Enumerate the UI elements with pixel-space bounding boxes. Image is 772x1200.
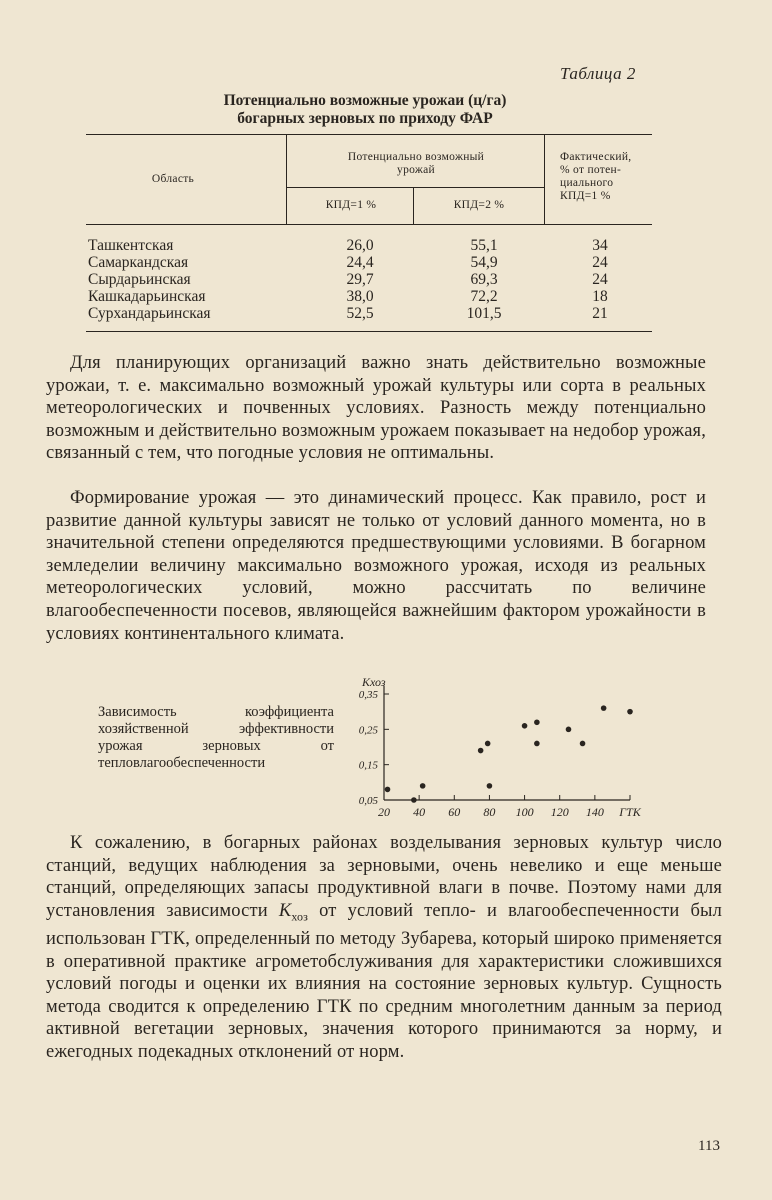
paragraph-1: Для планирующих организаций важно знать действительно возможные урожаи, т. е. максимально возможный урожай культуры или сорта в реальных метеорологических и почвенных условиях. Разность между потенциально возможным и действительно возможным урожаем показывает на недобор урожая, связанный с тем, что погодные условия не оптимальны. [46,353,706,464]
table-header-rule [86,224,652,225]
y-tick-label: 0,25 [358,724,378,737]
header-region: Область [151,173,195,185]
paragraph-2: Формирование урожая — это динамический процесс. Как правило, рост и развитие данной культуры зависят не только от условий данного момента, но в значительной степени определяются предшествующими условиями. В богарном земледелии величину максимально возможного урожая, исходя из реальных метеорологических условий, можно рассчитать по величине влагообеспеченности посевов, являющейся важнейшим фактором урожайности в условиях континентального климата. [46,488,706,644]
data-point [534,719,540,725]
header-actual: Фактический, % от потен- циального КПД=1 % [560,151,632,202]
x-tick-label: 80 [483,805,496,819]
table-caption-line: Потенциально возможные урожаи (ц/га) [223,92,507,109]
data-point [566,727,572,733]
cell-kpd2: 101,5 [466,305,502,322]
data-point [580,741,586,747]
scatter-chart [340,672,650,822]
cell-actual: 24 [592,271,608,288]
data-point [627,709,633,715]
data-point [411,797,417,803]
data-point [385,787,391,793]
data-point [420,783,426,789]
cell-region: Кашкадарьинская [88,288,206,305]
table-subheader-rule [286,187,544,188]
cell-region: Ташкентская [88,237,174,254]
y-tick-label: 0,35 [358,689,378,701]
cell-actual: 24 [592,254,608,271]
table-caption-line: богарных зерновых по приходу ФАР [237,110,493,127]
cell-kpd1: 38,0 [346,288,374,305]
x-tick-label: ГТК [619,805,641,819]
x-tick-label: 140 [585,805,604,819]
x-tick-label: 40 [413,805,426,819]
x-tick-label: 20 [378,805,390,819]
chart-labels [359,675,642,819]
k-subscript: хоз [291,909,309,924]
y-tick-label: 0,15 [358,759,378,772]
y-tick-label: 0,05 [358,795,378,807]
cell-kpd1: 52,5 [346,305,374,322]
cell-kpd2: 55,1 [470,237,498,254]
table-label: Таблица 2 [560,64,636,83]
table-vline [413,188,414,224]
cell-actual: 18 [592,288,608,305]
cell-region: Сырдарьинская [88,271,191,288]
x-tick-label: 60 [448,805,461,819]
cell-kpd1: 26,0 [346,237,374,254]
header-kpd2: КПД=2 % [453,199,505,211]
table-top-rule [86,134,652,135]
data-point [487,783,493,789]
data-point [478,748,484,754]
header-potential: Потенциально возможный урожай [347,151,485,176]
chart-points [385,705,633,802]
cell-kpd2: 72,2 [470,288,498,305]
k-symbol: K [278,900,292,921]
cell-kpd1: 24,4 [346,254,374,271]
cell-kpd1: 29,7 [346,271,374,288]
x-tick-label: 120 [550,805,569,819]
cell-region: Сурхандарьинская [88,305,211,322]
cell-region: Самаркандская [88,254,189,271]
table-bottom-rule [86,331,652,332]
data-point [601,705,607,711]
y-axis-label: Kхоз [362,675,386,689]
data-point [485,741,491,747]
cell-kpd2: 69,3 [470,271,498,288]
header-kpd1: КПД=1 % [325,199,377,211]
data-point [522,723,528,729]
x-tick-label: 100 [515,805,534,819]
table-vline [286,134,287,224]
paragraph-3: К сожалению, в богарных районах возделывания зерновых культур число станций, ведущих наблюдения за зерновыми, очень невелико и еще меньше станций, определяющих запасы продуктивной влаги в почве. Поэтому нами для установления зависимости $K_{хоз}$ от условий тепло- и влагообеспеченности был использован ГТК, определенный по методу Зубарева, который широко применяется в оперативной практике агрометобслуживания для характеристики сложившихся условий погоды и оценки их влияния на состояние зерновых культур. Сущность метода сводится к определению ГТК по средним многолетним данным за период активной вегетации зерновых, значения которого принимаются за норму, и ежегодных подекадных отклонений от норм. [46,833,723,1063]
cell-kpd2: 54,9 [470,254,498,271]
cell-actual: 21 [592,305,608,322]
chart-axes [384,686,630,800]
page-number: 113 [698,1138,720,1154]
table-caption [150,92,580,128]
figure-caption: Зависимость коэффициента хозяйственной эффективности урожая зерновых от тепловлагообеспеченности [98,704,334,771]
data-point [534,741,540,747]
table-vline [544,134,545,224]
cell-actual: 34 [592,237,608,254]
